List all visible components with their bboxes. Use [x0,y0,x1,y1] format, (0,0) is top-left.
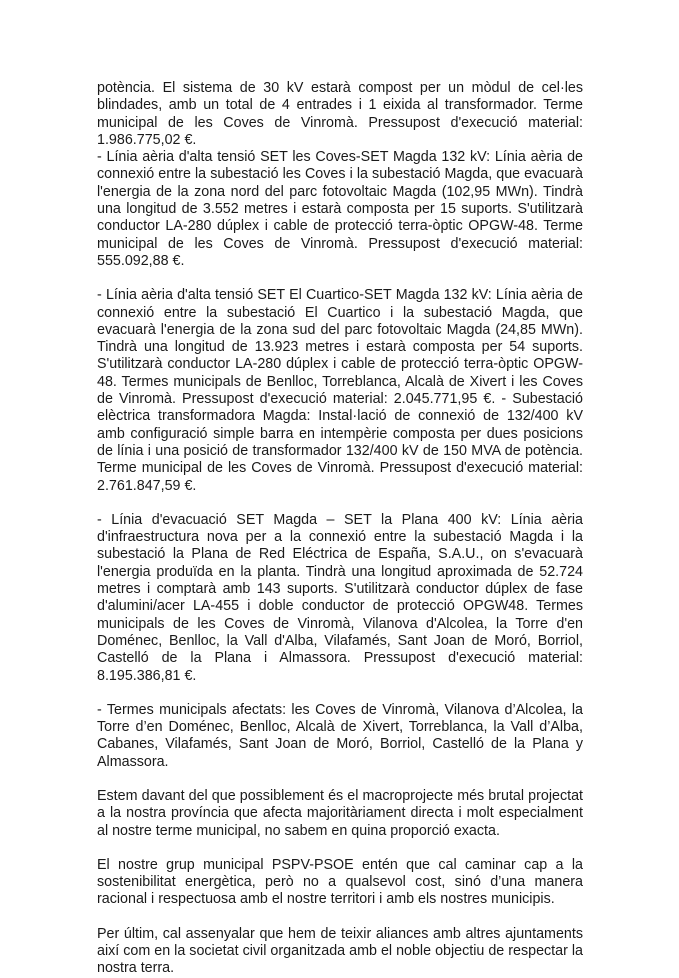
paragraph-line-coves-magda: - Línia aèria d'alta tensió SET les Coves-SET Magda 132 kV: Línia aèria de connexió entre la subestació les Coves i la subestació Magda, que evacuarà l'energia de la zona nord del parc fotovoltaic Magda (102,95 MWn). Tindrà una longitud de 3.552 metres i estarà composta per 15 suports. S'utilitzarà conductor LA-280 dúplex i cable de protecció terra-òptic OPGW-48. Terme municipal de les Coves de Vinromà. Pressupost d'execució material: 555.092,88 €. [97,149,583,269]
paragraph-group-position: El nostre grup municipal PSPV-PSOE entén que cal caminar cap a la sostenibilitat energètica, però no a qualsevol cost, sinó d’una manera racional i respectuosa amb el nostre territori i amb els nostres municipis. [97,856,583,908]
paragraph-evacuation-line: - Línia d'evacuació SET Magda – SET la Plana 400 kV: Línia aèria d'infraestructura nova per a la connexió entre la subestació Magda i la subestació la Plana de Red Eléctrica de España, S.A.U., on s'evacuarà l'energia produïda en la planta. Tindrà una longitud aproximada de 52.724 metres i comptarà amb 143 suports. S'utilitzarà conductor dúplex de fase d'alumini/acer LA-455 i doble conductor de protecció OPGW48. Termes municipals de les Coves de Vinromà, Vilanova d'Alcolea, la Torre d'en Doménec, Benlloc, la Vall d'Alba, Vilafamés, Sant Joan de Moró, Borriol, Castelló de la Plana i Almassora. Pressupost d'execució material: 8.195.386,81 €. [97,511,583,684]
paragraph-gap [97,909,583,926]
paragraph-line-cuartico-magda: - Línia aèria d'alta tensió SET El Cuartico-SET Magda 132 kV: Línia aèria de connexió entre la subestació El Cuartico i la subestació Magda, que evacuarà l'energia de la zona sud del parc fotovoltaic Magda (24,85 MWn). Tindrà una longitud de 13.923 metres i estarà composta per 54 suports. S'utilitzarà conductor LA-280 dúplex i cable de protecció terra-òptic OPGW-48. Termes municipals de Benlloc, Torreblanca, Alcalà de Xivert i les Coves de Vinromà. Pressupost d'execució material: 2.045.771,95 €. - Subestació elèctrica transformadora Magda: Instal·lació de connexió de 132/400 kV amb configuració simple barra en intempèrie composta per dues posicions de línia i una posició de transformador 132/400 kV de 150 MVA de potència. Terme municipal de les Coves de Vinromà. Pressupost d'execució material: 2.761.847,59 €. [97,287,583,494]
paragraph-gap [97,270,583,287]
paragraph-gap [97,495,583,512]
paragraph-potencia-continuation: potència. El sistema de 30 kV estarà compost per un mòdul de cel·les blindades, amb un total de 4 entrades i 1 eixida al transformador. Terme municipal de les Coves de Vinromà. Pressupost d'execució material: 1.986.775,02 €. [97,80,583,148]
paragraph-gap [97,685,583,702]
paragraph-gap [97,771,583,788]
paragraph-gap [97,840,583,857]
paragraph-macroproject: Estem davant del que possiblement és el macroprojecte més brutal projectat a la nostra província que afecta majoritàriament directa i molt especialment al nostre terme municipal, no sabem en quina proporció exacta. [97,787,583,839]
paragraph-affected-municipalities: - Termes municipals afectats: les Coves de Vinromà, Vilanova d’Alcolea, la Torre d’en Doménec, Benlloc, Alcalà de Xivert, Torreblanca, la Vall d’Alba, Cabanes, Vilafamés, Sant Joan de Moró, Borriol, Castelló de la Plana y Almassora. [97,701,583,770]
paragraph-conclusion: Per últim, cal assenyalar que hem de teixir aliances amb altres ajuntaments així com en la societat civil organitzada amb el noble objectiu de respectar la nostra terra. [97,925,583,977]
document-body [97,80,583,978]
